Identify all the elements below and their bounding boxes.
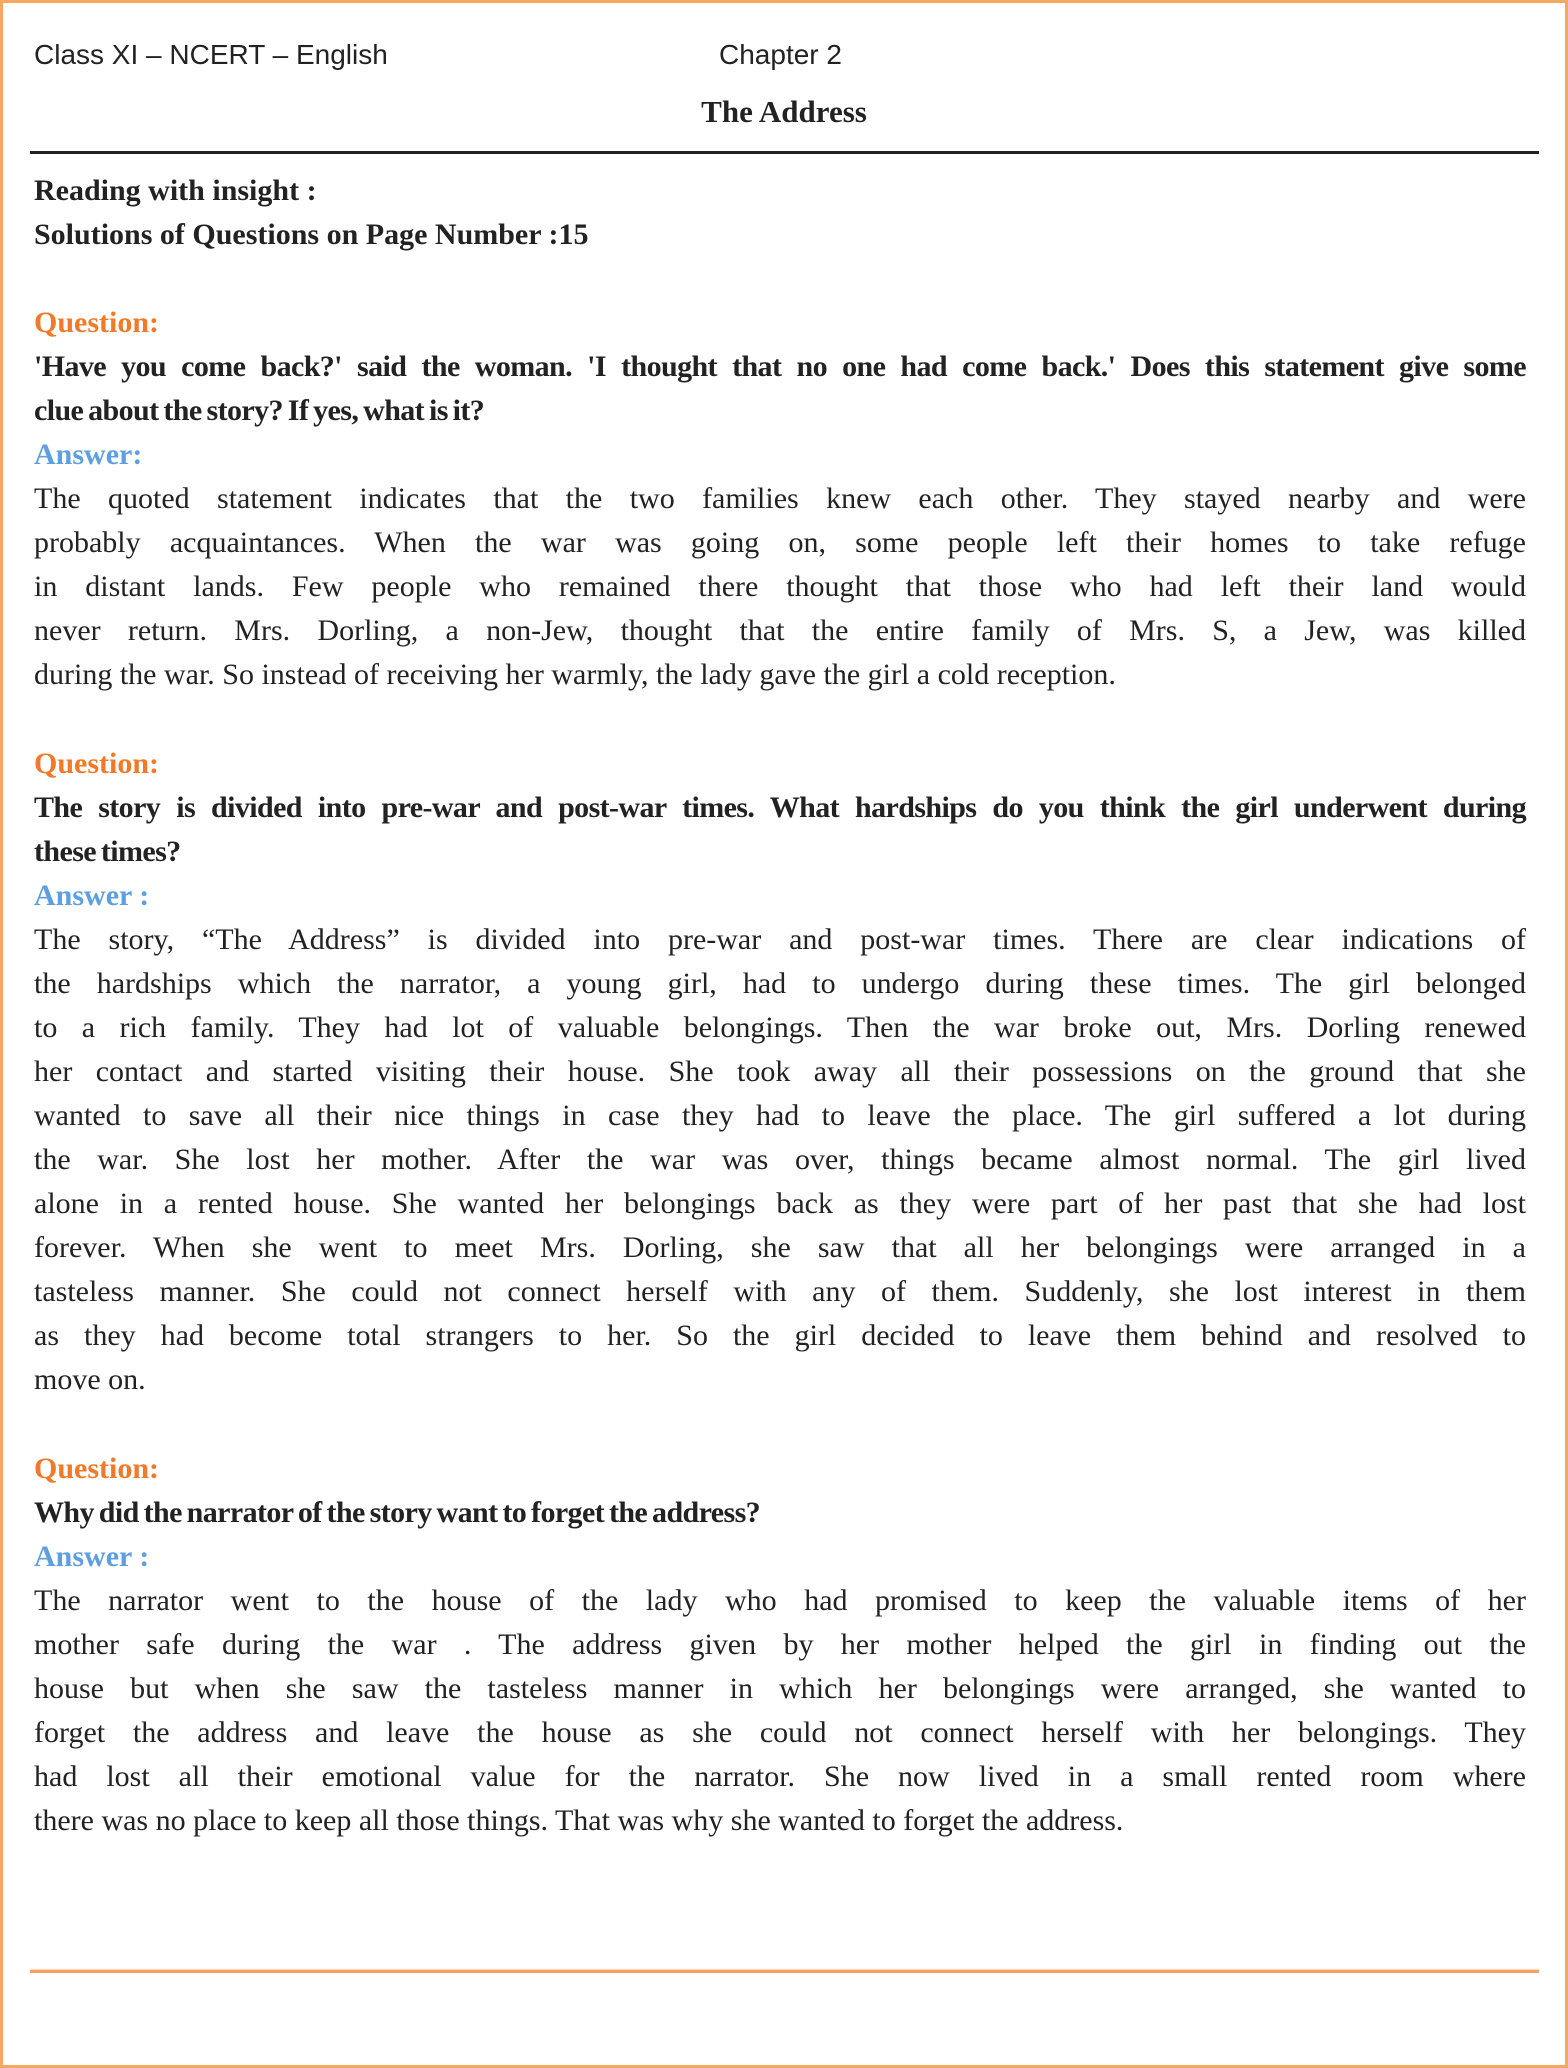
question-text: 'Have you come back?' said the woman. 'I thought that no one had come back.' Does this statement give some bbox=[34, 350, 1526, 383]
footer-divider bbox=[30, 1970, 1539, 1973]
answer-text: her contact and started visiting their house. She took away all their possessions on the ground that she bbox=[34, 1055, 1526, 1088]
question-text: clue about the story? If yes, what is it? bbox=[34, 394, 485, 427]
qa-item bbox=[34, 301, 1526, 697]
answer-text: never return. Mrs. Dorling, a non-Jew, thought that the entire family of Mrs. S, a Jew, was killed bbox=[34, 614, 1526, 647]
answer-text: as they had become total strangers to her. So the girl decided to leave them behind and resolved to bbox=[34, 1319, 1526, 1352]
answer-text: probably acquaintances. When the war was going on, some people left their homes to take refuge bbox=[34, 526, 1526, 559]
answer-text: The quoted statement indicates that the two families knew each other. They stayed nearby and were bbox=[34, 482, 1526, 515]
answer-text: mother safe during the war . The address given by her mother helped the girl in finding out the bbox=[34, 1628, 1526, 1661]
intro-section bbox=[34, 169, 1526, 257]
section-subheading: Solutions of Questions on Page Number :15 bbox=[34, 218, 589, 251]
answer-text: forever. When she went to meet Mrs. Dorling, she saw that all her belongings were arranged in a bbox=[34, 1231, 1526, 1264]
qa-item bbox=[34, 1447, 1526, 1843]
answer-text: to a rich family. They had lot of valuable belongings. Then the war broke out, Mrs. Dorling renewed bbox=[34, 1011, 1526, 1044]
question-label: Question: bbox=[34, 306, 160, 339]
answer-text: tasteless manner. She could not connect herself with any of them. Suddenly, she lost interest in them bbox=[34, 1275, 1526, 1308]
answer-text: the hardships which the narrator, a young girl, had to undergo during these times. The girl belonged bbox=[34, 967, 1526, 1000]
answer-text: wanted to save all their nice things in case they had to leave the place. The girl suffered a lot during bbox=[34, 1099, 1526, 1132]
answer-text: The narrator went to the house of the lady who had promised to keep the valuable items of her bbox=[34, 1584, 1526, 1617]
question-text: these times? bbox=[34, 835, 181, 868]
section-heading: Reading with insight : bbox=[34, 174, 317, 207]
answer-label: Answer : bbox=[34, 879, 150, 912]
answer-text: forget the address and leave the house as she could not connect herself with her belongings. They bbox=[34, 1716, 1526, 1749]
answer-text: The story, “The Address” is divided into pre-war and post-war times. There are clear indications of bbox=[34, 923, 1526, 956]
answer-text: during the war. So instead of receiving her warmly, the lady gave the girl a cold reception. bbox=[34, 658, 1116, 691]
answer-text: alone in a rented house. She wanted her belongings back as they were part of her past that she had lost bbox=[34, 1187, 1526, 1220]
page-title: The Address bbox=[701, 94, 867, 129]
answer-text: the war. She lost her mother. After the war was over, things became almost normal. The girl lived bbox=[34, 1143, 1526, 1176]
answer-text: house but when she saw the tasteless manner in which her belongings were arranged, she wanted to bbox=[34, 1672, 1526, 1705]
answer-text: in distant lands. Few people who remained there thought that those who had left their land would bbox=[34, 570, 1526, 603]
header-chapter-label: Chapter 2 bbox=[719, 39, 842, 70]
answer-label: Answer: bbox=[34, 438, 143, 471]
answer-text: move on. bbox=[34, 1363, 146, 1396]
question-label: Question: bbox=[34, 747, 160, 780]
question-text: Why did the narrator of the story want to forget the address? bbox=[34, 1496, 761, 1529]
header-divider bbox=[30, 151, 1539, 154]
answer-text: had lost all their emotional value for the narrator. She now lived in a small rented room where bbox=[34, 1760, 1526, 1793]
question-label: Question: bbox=[34, 1452, 160, 1485]
answer-label: Answer : bbox=[34, 1540, 150, 1573]
answer-text: there was no place to keep all those things. That was why she wanted to forget the address. bbox=[34, 1804, 1124, 1837]
header-class-label: Class XI – NCERT – English bbox=[34, 39, 388, 70]
qa-item bbox=[34, 742, 1526, 1402]
question-text: The story is divided into pre-war and post-war times. What hardships do you think the girl underwent during bbox=[34, 791, 1526, 824]
